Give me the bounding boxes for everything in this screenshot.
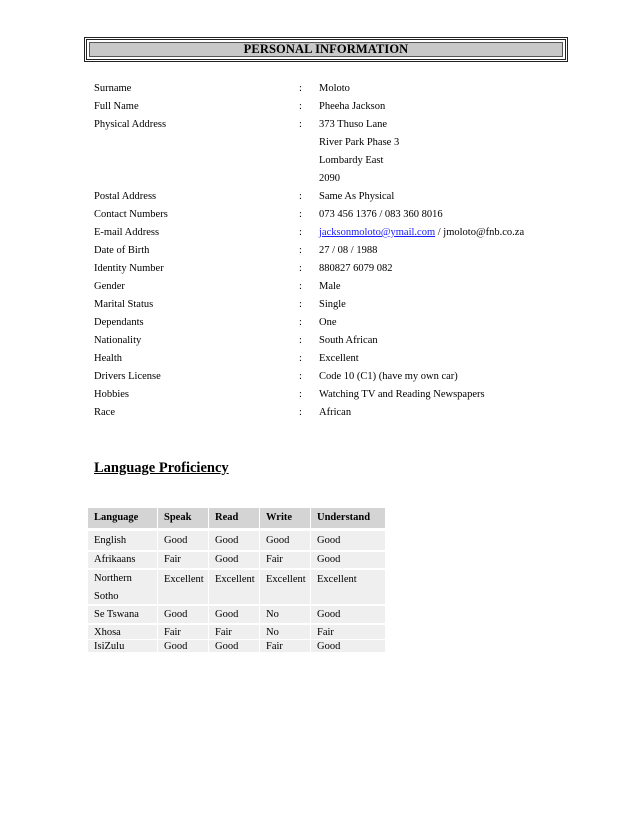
info-label: Marital Status [94,299,154,310]
info-value: 880827 6079 082 [319,263,393,274]
info-value: River Park Phase 3 [319,137,400,148]
info-colon: : [299,407,302,418]
info-value: Watching TV and Reading Newspapers [319,389,485,400]
info-colon: : [299,119,302,130]
table-header-cell: Speak [158,508,208,528]
table-cell: Xhosa [88,625,157,639]
info-colon: : [299,353,302,364]
info-value: One [319,317,337,328]
table-header-cell: Understand [311,508,385,528]
info-row [94,386,554,404]
info-label: Surname [94,83,132,94]
info-row [94,134,554,152]
language-section-title: Language Proficiency [94,460,229,476]
info-colon: : [299,191,302,202]
table-cell: Fair [260,552,310,568]
info-value: Single [319,299,346,310]
table-cell: Good [158,606,208,623]
table-header-cell: Write [260,508,310,528]
table-cell: Good [158,640,208,652]
table-cell: Good [260,531,310,550]
info-label: Nationality [94,335,142,346]
info-label: Identity Number [94,263,164,274]
info-label: Postal Address [94,191,157,202]
info-row [94,116,554,134]
table-cell: Fair [260,640,310,652]
info-label: Date of Birth [94,245,150,256]
info-row [94,152,554,170]
table-cell: Afrikaans [88,552,157,568]
info-value: 27 / 08 / 1988 [319,245,378,256]
info-colon: : [299,317,302,328]
info-value: African [319,407,352,418]
info-label: Dependants [94,317,144,328]
info-row [94,98,554,116]
table-cell: Good [158,531,208,550]
info-row [94,242,554,260]
table-cell: Good [311,640,385,652]
info-colon: : [299,245,302,256]
info-colon: : [299,389,302,400]
info-value [319,224,524,242]
personal-info-list [94,80,554,422]
table-cell: IsiZulu [88,640,157,652]
info-label: Health [94,353,122,364]
table-cell: Excellent [260,570,310,604]
table-cell: Fair [158,552,208,568]
info-label: Race [94,407,115,418]
info-label: Drivers License [94,371,161,382]
info-row [94,170,554,188]
table-cell: Fair [158,625,208,639]
info-value: 373 Thuso Lane [319,119,388,130]
info-label: Gender [94,281,125,292]
table-cell: Excellent [311,570,385,604]
email-link[interactable]: jacksonmoloto@ymail.com [319,227,436,238]
table-cell: Good [209,531,259,550]
info-colon: : [299,299,302,310]
info-row [94,224,554,242]
info-value: Male [319,281,341,292]
table-cell: Fair [311,625,385,639]
info-value: 2090 [319,173,340,184]
table-cell: Good [311,552,385,568]
info-colon: : [299,227,302,238]
info-colon: : [299,263,302,274]
info-colon: : [299,83,302,94]
info-row [94,404,554,422]
info-row [94,278,554,296]
info-value: Lombardy East [319,155,384,166]
info-label: Contact Numbers [94,209,168,220]
info-colon: : [299,371,302,382]
table-cell: No [260,606,310,623]
info-row [94,332,554,350]
table-header-cell: Read [209,508,259,528]
info-value: Excellent [319,353,359,364]
table-header-cell: Language [88,508,157,528]
info-label: E-mail Address [94,227,160,238]
table-cell: Excellent [158,570,208,604]
info-row [94,80,554,98]
info-value: Code 10 (C1) (have my own car) [319,371,458,382]
info-value: 073 456 1376 / 083 360 8016 [319,209,443,220]
table-cell: Excellent [209,570,259,604]
table-cell: No [260,625,310,639]
section-header-box [84,37,568,62]
table-cell: Good [311,531,385,550]
info-row [94,296,554,314]
info-row [94,188,554,206]
table-cell: English [88,531,157,550]
info-row [94,350,554,368]
info-row [94,314,554,332]
table-cell: Good [209,606,259,623]
info-row [94,206,554,224]
table-cell: Fair [209,625,259,639]
info-row [94,368,554,386]
table-cell: Se Tswana [88,606,157,623]
info-label: Hobbies [94,389,129,400]
table-cell: Good [311,606,385,623]
table-cell: Good [209,552,259,568]
section-header-title: PERSONAL INFORMATION [89,42,563,57]
email-secondary: / jmoloto@fnb.co.za [435,227,525,238]
info-label: Full Name [94,101,139,112]
info-value: Same As Physical [319,191,395,202]
table-cell: Northern Sotho [88,570,157,604]
info-colon: : [299,101,302,112]
info-colon: : [299,335,302,346]
info-colon: : [299,281,302,292]
info-value: Pheeha Jackson [319,101,386,112]
info-label: Physical Address [94,119,167,130]
info-row [94,260,554,278]
table-cell: Good [209,640,259,652]
info-value: Moloto [319,83,350,94]
info-colon: : [299,209,302,220]
info-value: South African [319,335,378,346]
